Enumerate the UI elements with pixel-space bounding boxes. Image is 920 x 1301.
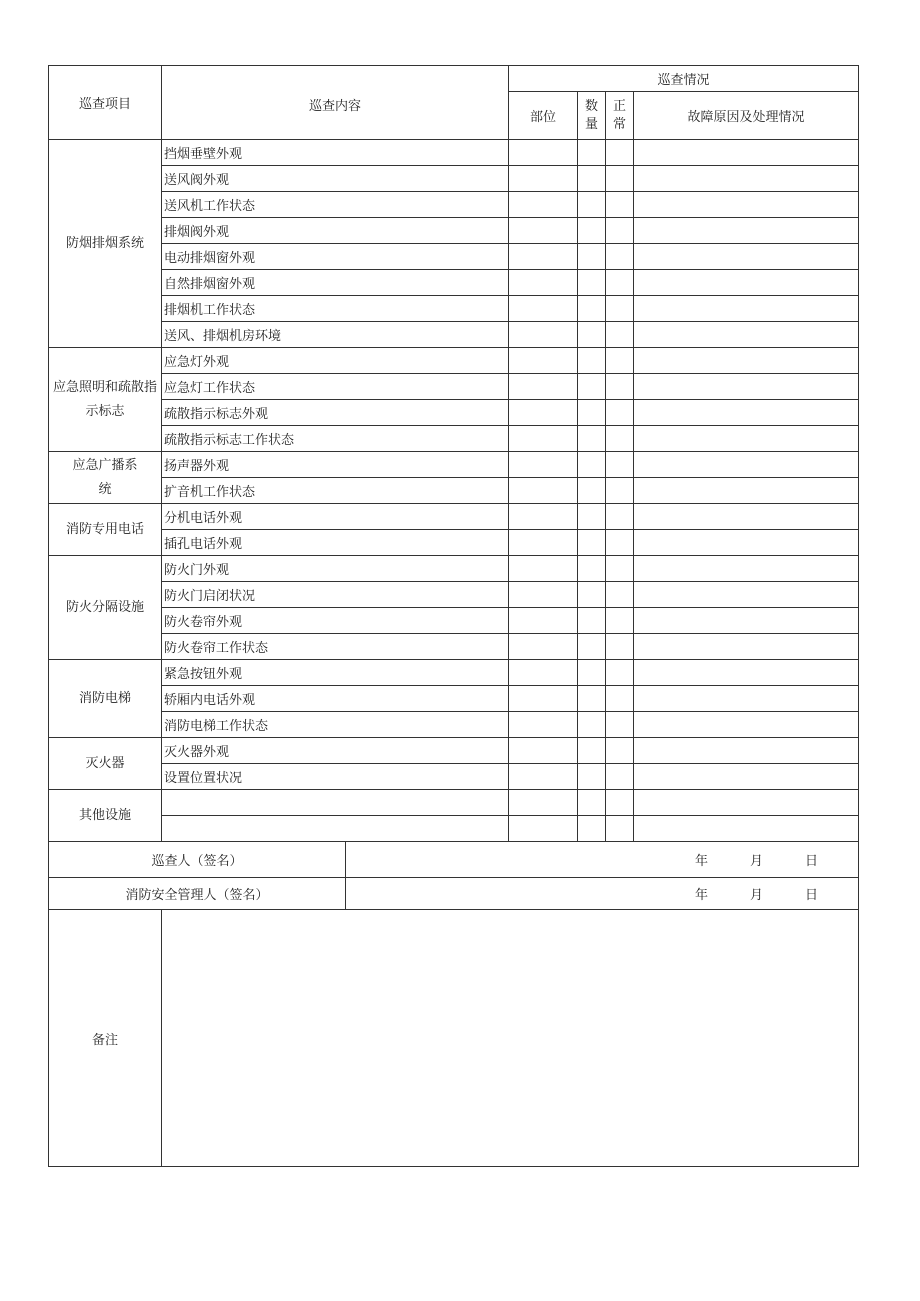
table-row xyxy=(49,790,859,816)
inspection-item: 疏散指示标志外观 xyxy=(162,400,509,426)
month-label: 月 xyxy=(750,888,764,903)
normal-cell[interactable] xyxy=(606,348,634,374)
header-normal-char-1: 正 xyxy=(613,98,627,114)
inspection-item xyxy=(162,790,509,816)
category-cell xyxy=(49,738,162,790)
category-name-line: 示标志 xyxy=(85,403,125,419)
quantity-cell[interactable] xyxy=(578,270,606,296)
table-row xyxy=(49,556,859,582)
normal-cell[interactable] xyxy=(606,712,634,738)
quantity-cell[interactable] xyxy=(578,764,606,790)
normal-cell[interactable] xyxy=(606,686,634,712)
quantity-cell[interactable] xyxy=(578,218,606,244)
location-cell[interactable] xyxy=(509,374,578,400)
quantity-cell[interactable] xyxy=(578,400,606,426)
inspection-item: 自然排烟窗外观 xyxy=(162,270,509,296)
inspection-item: 应急灯工作状态 xyxy=(162,374,509,400)
fault-cell[interactable] xyxy=(634,634,859,660)
table-row xyxy=(49,192,859,218)
quantity-cell[interactable] xyxy=(578,296,606,322)
normal-cell[interactable] xyxy=(606,322,634,348)
normal-cell[interactable] xyxy=(606,608,634,634)
quantity-cell[interactable] xyxy=(578,790,606,816)
normal-cell[interactable] xyxy=(606,738,634,764)
quantity-cell[interactable] xyxy=(578,530,606,556)
location-cell[interactable] xyxy=(509,504,578,530)
table-row xyxy=(49,686,859,712)
category-name-line: 应急照明和疏散指 xyxy=(52,379,157,395)
inspection-item: 防火门启闭状况 xyxy=(162,582,509,608)
inspection-item: 扬声器外观 xyxy=(162,452,509,478)
quantity-cell[interactable] xyxy=(578,634,606,660)
normal-cell[interactable] xyxy=(606,374,634,400)
category-cell xyxy=(49,348,162,452)
quantity-cell[interactable] xyxy=(578,348,606,374)
category-name-line: 应急广播系 xyxy=(72,457,138,473)
normal-cell[interactable] xyxy=(606,816,634,842)
inspection-item: 送风阀外观 xyxy=(162,166,509,192)
normal-cell[interactable] xyxy=(606,166,634,192)
table-row xyxy=(49,296,859,322)
inspection-item: 灭火器外观 xyxy=(162,738,509,764)
inspector-signature-field[interactable] xyxy=(346,842,859,878)
table-row xyxy=(49,634,859,660)
quantity-cell[interactable] xyxy=(578,478,606,504)
fault-cell[interactable] xyxy=(634,452,859,478)
header-quantity-char-2: 量 xyxy=(585,116,599,132)
quantity-cell[interactable] xyxy=(578,816,606,842)
inspection-item: 轿厢内电话外观 xyxy=(162,686,509,712)
location-cell[interactable] xyxy=(509,764,578,790)
inspection-item: 防火卷帘外观 xyxy=(162,608,509,634)
month-label: 月 xyxy=(750,854,764,869)
location-cell[interactable] xyxy=(509,660,578,686)
normal-cell[interactable] xyxy=(606,478,634,504)
normal-cell[interactable] xyxy=(606,790,634,816)
table-row xyxy=(49,140,859,166)
inspection-item: 插孔电话外观 xyxy=(162,530,509,556)
table-row xyxy=(49,816,859,842)
header-content: 巡查内容 xyxy=(162,66,509,140)
location-cell[interactable] xyxy=(509,244,578,270)
normal-cell[interactable] xyxy=(606,452,634,478)
category-cell xyxy=(49,556,162,660)
location-cell[interactable] xyxy=(509,296,578,322)
inspection-item: 防火门外观 xyxy=(162,556,509,582)
fault-cell[interactable] xyxy=(634,816,859,842)
table-row xyxy=(49,712,859,738)
fault-cell[interactable] xyxy=(634,374,859,400)
fault-cell[interactable] xyxy=(634,296,859,322)
inspector-signature-label: 巡查人（签名） xyxy=(49,842,346,878)
fault-cell[interactable] xyxy=(634,478,859,504)
quantity-cell[interactable] xyxy=(578,712,606,738)
location-cell[interactable] xyxy=(509,348,578,374)
category-name-line: 防烟排烟系统 xyxy=(65,235,144,251)
quantity-cell[interactable] xyxy=(578,686,606,712)
quantity-cell[interactable] xyxy=(578,322,606,348)
normal-cell[interactable] xyxy=(606,296,634,322)
header-project: 巡查项目 xyxy=(49,66,162,140)
location-cell[interactable] xyxy=(509,556,578,582)
quantity-cell[interactable] xyxy=(578,608,606,634)
location-cell[interactable] xyxy=(509,816,578,842)
normal-cell[interactable] xyxy=(606,426,634,452)
fault-cell[interactable] xyxy=(634,218,859,244)
header-normal-char-2: 常 xyxy=(613,116,627,132)
quantity-cell[interactable] xyxy=(578,140,606,166)
day-label: 日 xyxy=(805,888,819,903)
table-row xyxy=(49,608,859,634)
table-row xyxy=(49,322,859,348)
location-cell[interactable] xyxy=(509,192,578,218)
inspection-item: 扩音机工作状态 xyxy=(162,478,509,504)
category-cell xyxy=(49,660,162,738)
location-cell[interactable] xyxy=(509,478,578,504)
inspection-form-table xyxy=(48,65,859,1167)
location-cell[interactable] xyxy=(509,634,578,660)
fault-cell[interactable] xyxy=(634,660,859,686)
category-cell xyxy=(49,504,162,556)
inspection-item: 送风机工作状态 xyxy=(162,192,509,218)
fault-cell[interactable] xyxy=(634,790,859,816)
category-cell xyxy=(49,790,162,842)
location-cell[interactable] xyxy=(509,400,578,426)
table-row xyxy=(49,426,859,452)
inspection-item: 送风、排烟机房环境 xyxy=(162,322,509,348)
table-row xyxy=(49,270,859,296)
table-row xyxy=(49,530,859,556)
normal-cell[interactable] xyxy=(606,140,634,166)
category-name-line: 其他设施 xyxy=(78,807,131,823)
table-row xyxy=(49,660,859,686)
quantity-cell[interactable] xyxy=(578,192,606,218)
location-cell[interactable] xyxy=(509,166,578,192)
normal-cell[interactable] xyxy=(606,244,634,270)
normal-cell[interactable] xyxy=(606,634,634,660)
fault-cell[interactable] xyxy=(634,244,859,270)
table-row xyxy=(49,400,859,426)
fault-cell[interactable] xyxy=(634,712,859,738)
table-row xyxy=(49,764,859,790)
inspection-item: 排烟阀外观 xyxy=(162,218,509,244)
inspection-item: 防火卷帘工作状态 xyxy=(162,634,509,660)
quantity-cell[interactable] xyxy=(578,166,606,192)
header-normal xyxy=(606,92,634,140)
quantity-cell[interactable] xyxy=(578,556,606,582)
quantity-cell[interactable] xyxy=(578,660,606,686)
table-row xyxy=(49,452,859,478)
table-row xyxy=(49,218,859,244)
notes-label: 备注 xyxy=(49,910,162,1167)
fault-cell[interactable] xyxy=(634,764,859,790)
location-cell[interactable] xyxy=(509,452,578,478)
location-cell[interactable] xyxy=(509,530,578,556)
fault-cell[interactable] xyxy=(634,504,859,530)
table-row xyxy=(49,166,859,192)
normal-cell[interactable] xyxy=(606,400,634,426)
header-status: 巡查情况 xyxy=(509,66,859,92)
location-cell[interactable] xyxy=(509,426,578,452)
fault-cell[interactable] xyxy=(634,608,859,634)
normal-cell[interactable] xyxy=(606,556,634,582)
year-label: 年 xyxy=(694,854,708,869)
normal-cell[interactable] xyxy=(606,660,634,686)
fault-cell[interactable] xyxy=(634,192,859,218)
category-name-line: 统 xyxy=(98,481,112,497)
fault-cell[interactable] xyxy=(634,270,859,296)
normal-cell[interactable] xyxy=(606,270,634,296)
category-name-line: 防火分隔设施 xyxy=(65,599,144,615)
inspection-item: 挡烟垂壁外观 xyxy=(162,140,509,166)
table-row xyxy=(49,738,859,764)
fault-cell[interactable] xyxy=(634,530,859,556)
normal-cell[interactable] xyxy=(606,582,634,608)
inspection-item: 分机电话外观 xyxy=(162,504,509,530)
table-row xyxy=(49,478,859,504)
location-cell[interactable] xyxy=(509,140,578,166)
fault-cell[interactable] xyxy=(634,400,859,426)
category-cell xyxy=(49,140,162,348)
fault-cell[interactable] xyxy=(634,582,859,608)
location-cell[interactable] xyxy=(509,608,578,634)
location-cell[interactable] xyxy=(509,322,578,348)
location-cell[interactable] xyxy=(509,218,578,244)
quantity-cell[interactable] xyxy=(578,582,606,608)
header-quantity xyxy=(578,92,606,140)
year-label: 年 xyxy=(694,888,708,903)
location-cell[interactable] xyxy=(509,582,578,608)
fault-cell[interactable] xyxy=(634,348,859,374)
table-row xyxy=(49,374,859,400)
category-name-line: 灭火器 xyxy=(85,755,125,771)
normal-cell[interactable] xyxy=(606,504,634,530)
fault-cell[interactable] xyxy=(634,686,859,712)
header-location: 部位 xyxy=(509,92,578,140)
header-fault: 故障原因及处理情况 xyxy=(634,92,859,140)
quantity-cell[interactable] xyxy=(578,374,606,400)
day-label: 日 xyxy=(805,854,819,869)
location-cell[interactable] xyxy=(509,270,578,296)
inspection-item: 电动排烟窗外观 xyxy=(162,244,509,270)
category-name-line: 消防专用电话 xyxy=(65,521,144,537)
inspection-item: 疏散指示标志工作状态 xyxy=(162,426,509,452)
fault-cell[interactable] xyxy=(634,738,859,764)
inspection-item: 设置位置状况 xyxy=(162,764,509,790)
notes-field[interactable] xyxy=(162,910,859,1167)
table-row xyxy=(49,348,859,374)
fault-cell[interactable] xyxy=(634,426,859,452)
inspection-item: 应急灯外观 xyxy=(162,348,509,374)
manager-signature-label: 消防安全管理人（签名） xyxy=(49,878,346,910)
inspection-item xyxy=(162,816,509,842)
location-cell[interactable] xyxy=(509,686,578,712)
fault-cell[interactable] xyxy=(634,322,859,348)
table-row xyxy=(49,582,859,608)
inspection-item: 排烟机工作状态 xyxy=(162,296,509,322)
normal-cell[interactable] xyxy=(606,530,634,556)
fault-cell[interactable] xyxy=(634,166,859,192)
location-cell[interactable] xyxy=(509,738,578,764)
quantity-cell[interactable] xyxy=(578,244,606,270)
inspection-item: 消防电梯工作状态 xyxy=(162,712,509,738)
header-quantity-char-1: 数 xyxy=(585,98,599,114)
quantity-cell[interactable] xyxy=(578,504,606,530)
table-row xyxy=(49,504,859,530)
normal-cell[interactable] xyxy=(606,764,634,790)
location-cell[interactable] xyxy=(509,790,578,816)
category-cell xyxy=(49,452,162,504)
normal-cell[interactable] xyxy=(606,192,634,218)
quantity-cell[interactable] xyxy=(578,426,606,452)
manager-signature-field[interactable] xyxy=(346,878,859,910)
quantity-cell[interactable] xyxy=(578,738,606,764)
location-cell[interactable] xyxy=(509,712,578,738)
inspection-item: 紧急按钮外观 xyxy=(162,660,509,686)
fault-cell[interactable] xyxy=(634,556,859,582)
fault-cell[interactable] xyxy=(634,140,859,166)
quantity-cell[interactable] xyxy=(578,452,606,478)
category-name-line: 消防电梯 xyxy=(78,690,131,706)
normal-cell[interactable] xyxy=(606,218,634,244)
table-row xyxy=(49,244,859,270)
